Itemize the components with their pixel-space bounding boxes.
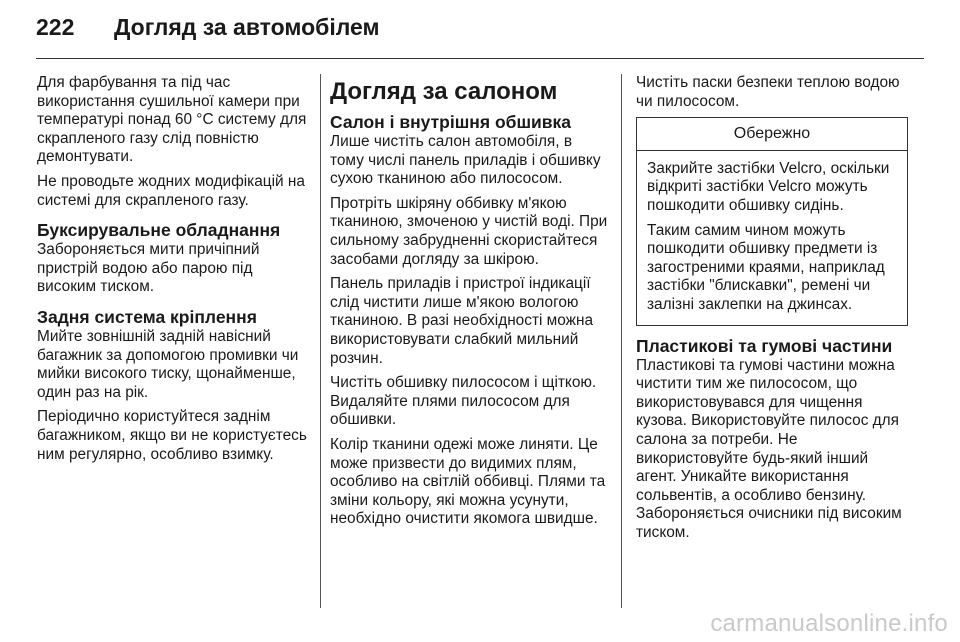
paragraph-lpg-painting: Для фарбування та під час використання сушильної камери при температурі понад 60 °C систему для скрапленого газу слід повністю демонтувати. <box>37 74 307 166</box>
paragraph-rear-carrier-wash: Мийте зовнішній задній навісний багажник за допомогою промивки чи мийки високого тиску, щонайменше, один раз на рік. <box>37 327 299 401</box>
heading-interior-care: Догляд за салоном <box>330 78 558 105</box>
column-divider-1 <box>320 74 321 608</box>
caution-paragraph-velcro: Закрийте застібки Velcro, оскільки відкриті застібки Velcro можуть пошкодити обшивку сидінь. <box>647 159 890 214</box>
paragraph-rear-carrier-use: Періодично користуйтеся заднім багажником, якщо ви не користуєтесь ним регулярно, особливо взимку. <box>37 408 307 463</box>
caution-title: Обережно <box>637 118 907 151</box>
paragraph-upholstery: Чистіть обшивку пилососом і щіткою. Видаляйте плями пилососом для обшивки. <box>330 374 597 429</box>
column-3 <box>636 74 908 548</box>
column-1 <box>37 74 309 470</box>
paragraph-interior-dry: Лише чистіть салон автомобіля, в тому числі панель приладів і обшивку сухою тканиною або пилососом. <box>330 133 601 188</box>
paragraph-leather: Протріть шкіряну оббивку м'якою тканиною, змоченою у чистій воді. При сильному забрудненні скористайтеся засобами догляду за шкірою. <box>330 194 608 268</box>
heading-towing-equipment: Буксирувальне обладнання <box>37 220 281 241</box>
paragraph-seat-belts: Чистіть паски безпеки теплою водою чи пилососом. <box>636 74 900 110</box>
heading-interior-trim: Салон і внутрішня обшивка <box>330 112 572 132</box>
paragraph-fabric-color: Колір тканини одежі може линяти. Це може призвести до видимих плям, особливо на світлій оббивці. Плями та зміни кольору, які можна усунути, необхідно очистити якомога швидше. <box>330 435 606 528</box>
paragraph-towing: Забороняється мити причіпний пристрій водою або парою під високим тиском. <box>37 241 260 296</box>
caution-box <box>636 117 908 325</box>
caution-paragraph-sharp: Таким самим чином можуть пошкодити обшивку предмети із загостреними краями, наприклад застібки "блискавки", ремені чи залізні заклепки на джинсах. <box>647 221 885 313</box>
paragraph-plastic-rubber: Пластикові та гумові частини можна чистити тим же пилососом, що використовувався для чищення кузова. Використовуйте пилосос для салона за потреби. Не використовуйте будь-який інший агент. Уникайте використання сольвентів, а особливо бензину. Забороняється очисники під високим тиском. <box>636 356 902 541</box>
watermark: carmanualsonline.info <box>710 610 948 637</box>
page-number: 222 <box>36 14 75 40</box>
heading-rear-carrier: Задня система кріплення <box>37 306 257 327</box>
heading-plastic-rubber: Пластикові та гумові частини <box>636 335 893 356</box>
paragraph-lpg-modifications: Не проводьте жодних модифікацій на системі для скрапленого газу. <box>37 172 305 209</box>
paragraph-instrument-panel: Панель приладів і пристрої індикації слід чистити лише м'якою вологою тканиною. В разі необхідності можна використовувати слабкий мильний розчин. <box>330 275 594 367</box>
page-title: Догляд за автомобілем <box>114 14 380 40</box>
caution-body <box>637 151 907 325</box>
header-rule <box>36 58 924 59</box>
page-header <box>36 14 924 48</box>
column-divider-2 <box>621 74 622 608</box>
column-2 <box>330 78 610 535</box>
